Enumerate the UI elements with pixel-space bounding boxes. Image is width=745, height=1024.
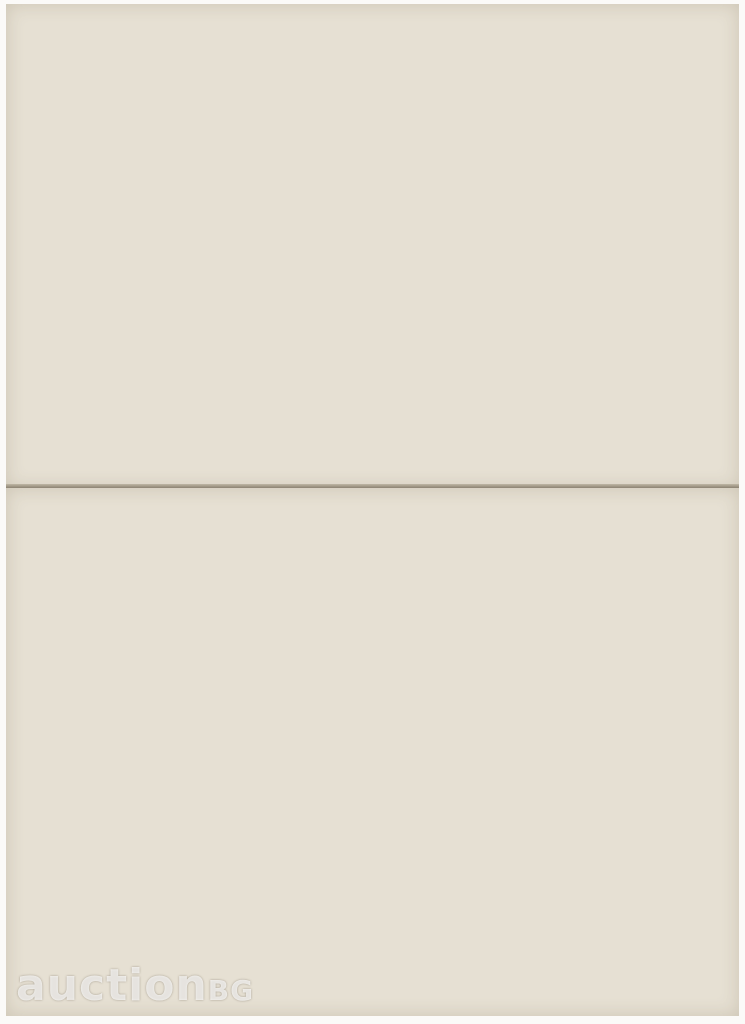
right-page	[6, 4, 739, 488]
left-page	[6, 488, 739, 1016]
watermark-logo: auctionBG	[16, 960, 255, 1011]
left-page-content	[16, 496, 731, 1008]
right-page-content	[16, 12, 731, 482]
book-spread	[6, 4, 739, 1016]
